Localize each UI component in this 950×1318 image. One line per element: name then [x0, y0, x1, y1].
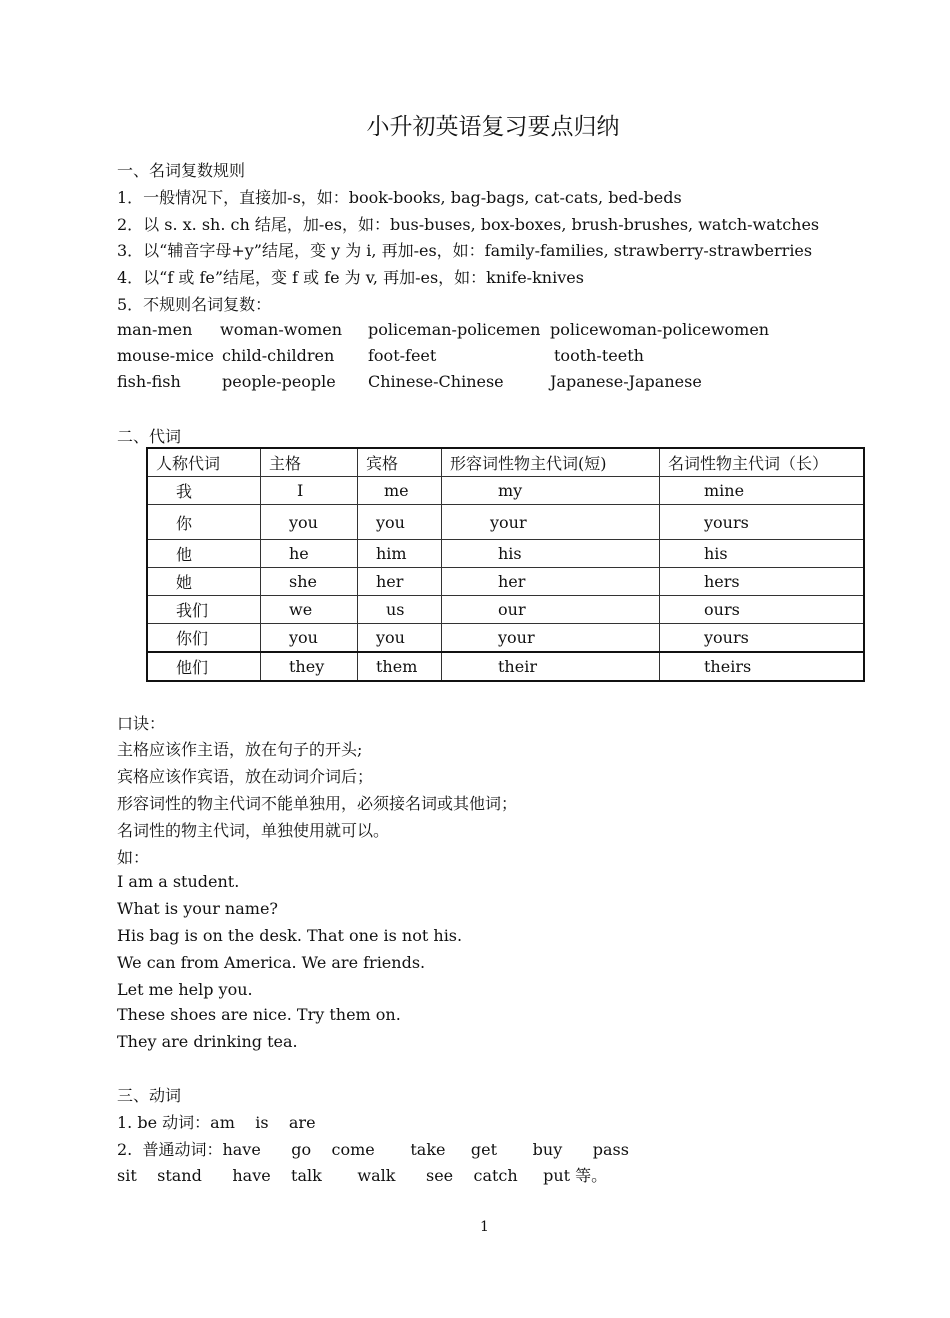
mnemonic-line: 主格应该作主语，放在句子的开头;: [117, 740, 363, 759]
header-cell: 宾格: [358, 448, 442, 477]
table-cell: 我: [147, 477, 261, 505]
header-cell: 主格: [261, 448, 358, 477]
table-cell: your: [442, 505, 660, 540]
header-cell: 形容词性物主代词(短): [442, 448, 660, 477]
section3-heading: 三、动词: [117, 1086, 182, 1105]
table-cell: you: [261, 505, 358, 540]
table-cell: he: [261, 540, 358, 568]
table-cell: her: [358, 568, 442, 596]
plural-rule-2: 2．以 s. x. sh. ch 结尾，加-es，如：bus-buses, box-boxes, brush-brushes, watch-watches: [117, 215, 820, 234]
section2-heading: 二、代词: [117, 427, 182, 446]
table-cell: me: [358, 477, 442, 505]
pronoun-table: [146, 447, 865, 682]
table-cell: their: [442, 652, 660, 681]
table-header-row: [147, 448, 864, 477]
example-sentence: Let me help you.: [117, 980, 253, 999]
table-cell: 我们: [147, 596, 261, 624]
header-cell: 名词性物主代词（长）: [660, 448, 865, 477]
table-cell: his: [442, 540, 660, 568]
mnemonic-line: 形容词性的物主代词不能单独用，必须接名词或其他词；: [117, 794, 518, 813]
table-cell: you: [358, 505, 442, 540]
table-cell: 你: [147, 505, 261, 540]
table-cell: him: [358, 540, 442, 568]
table-cell: 你们: [147, 624, 261, 653]
table-cell: you: [261, 624, 358, 653]
table-cell: them: [358, 652, 442, 681]
section1-heading: 一、名词复数规则: [117, 161, 246, 180]
table-cell: 她: [147, 568, 261, 596]
examples-label: 如：: [117, 848, 150, 867]
example-sentence: His bag is on the desk. That one is not his.: [117, 926, 463, 945]
irregular-word: woman-women: [220, 320, 343, 339]
irregular-word: man-men: [117, 320, 193, 339]
table-row: [147, 568, 864, 596]
table-row: [147, 596, 864, 624]
irregular-word: tooth-teeth: [554, 346, 644, 365]
example-sentence: I am a student.: [117, 872, 240, 891]
table-cell: 他们: [147, 652, 261, 681]
table-cell: yours: [660, 624, 865, 653]
irregular-word: Chinese-Chinese: [368, 372, 504, 391]
irregular-word: fish-fish: [117, 372, 181, 391]
table-cell: you: [358, 624, 442, 653]
irregular-word: policeman-policemen: [368, 320, 541, 339]
example-sentence: We can from America. We are friends.: [117, 953, 426, 972]
example-sentence: These shoes are nice. Try them on.: [117, 1005, 401, 1024]
table-cell: yours: [660, 505, 865, 540]
common-verbs-line: 2. 普通动词：have go come take get buy pass: [117, 1140, 629, 1159]
page-title: 小升初英语复习要点归纳: [366, 114, 620, 140]
table-cell: mine: [660, 477, 865, 505]
mnemonic-line: 宾格应该作宾语，放在动词介词后；: [117, 767, 374, 786]
irregular-word: people-people: [222, 372, 336, 391]
plural-rule-4: 4．以“f 或 fe”结尾，变 f 或 fe 为 v, 再加-es，如：knife-knives: [117, 268, 584, 287]
irregular-word: child-children: [222, 346, 335, 365]
table-row: [147, 540, 864, 568]
irregular-word: mouse-mice: [117, 346, 214, 365]
table-cell: our: [442, 596, 660, 624]
be-verbs-line: 1. be 动词：am is are: [117, 1113, 316, 1132]
mnemonic-heading: 口诀：: [117, 714, 166, 733]
table-cell: ours: [660, 596, 865, 624]
table-cell: her: [442, 568, 660, 596]
table-cell: hers: [660, 568, 865, 596]
table-cell: your: [442, 624, 660, 653]
table-cell: 他: [147, 540, 261, 568]
irregular-word: foot-feet: [368, 346, 437, 365]
table-cell: we: [261, 596, 358, 624]
example-sentence: What is your name?: [117, 899, 278, 918]
table-row: [147, 652, 864, 681]
table-cell: theirs: [660, 652, 865, 681]
table-cell: us: [358, 596, 442, 624]
plural-rule-1: 1．一般情况下，直接加-s，如：book-books, bag-bags, cat-cats, bed-beds: [117, 188, 682, 207]
example-sentence: They are drinking tea.: [117, 1032, 298, 1051]
table-cell: they: [261, 652, 358, 681]
header-cell: 人称代词: [147, 448, 261, 477]
mnemonic-line: 名词性的物主代词，单独使用就可以。: [117, 821, 390, 840]
table-cell: she: [261, 568, 358, 596]
table-cell: my: [442, 477, 660, 505]
irregular-word: policewoman-policewomen: [550, 320, 770, 339]
page-number: 1: [480, 1219, 489, 1235]
table-row: [147, 505, 864, 540]
plural-rule-3: 3．以“辅音字母+y”结尾，变 y 为 i, 再加-es，如：family-families, strawberry-strawberries: [117, 241, 813, 260]
plural-rule-5: 5．不规则名词复数：: [117, 295, 272, 314]
irregular-word: Japanese-Japanese: [550, 372, 702, 391]
table-cell: his: [660, 540, 865, 568]
table-row: [147, 477, 864, 505]
common-verbs-line: sit stand have talk walk see catch put 等。: [117, 1166, 608, 1185]
table-cell: I: [261, 477, 358, 505]
table-row: [147, 624, 864, 653]
